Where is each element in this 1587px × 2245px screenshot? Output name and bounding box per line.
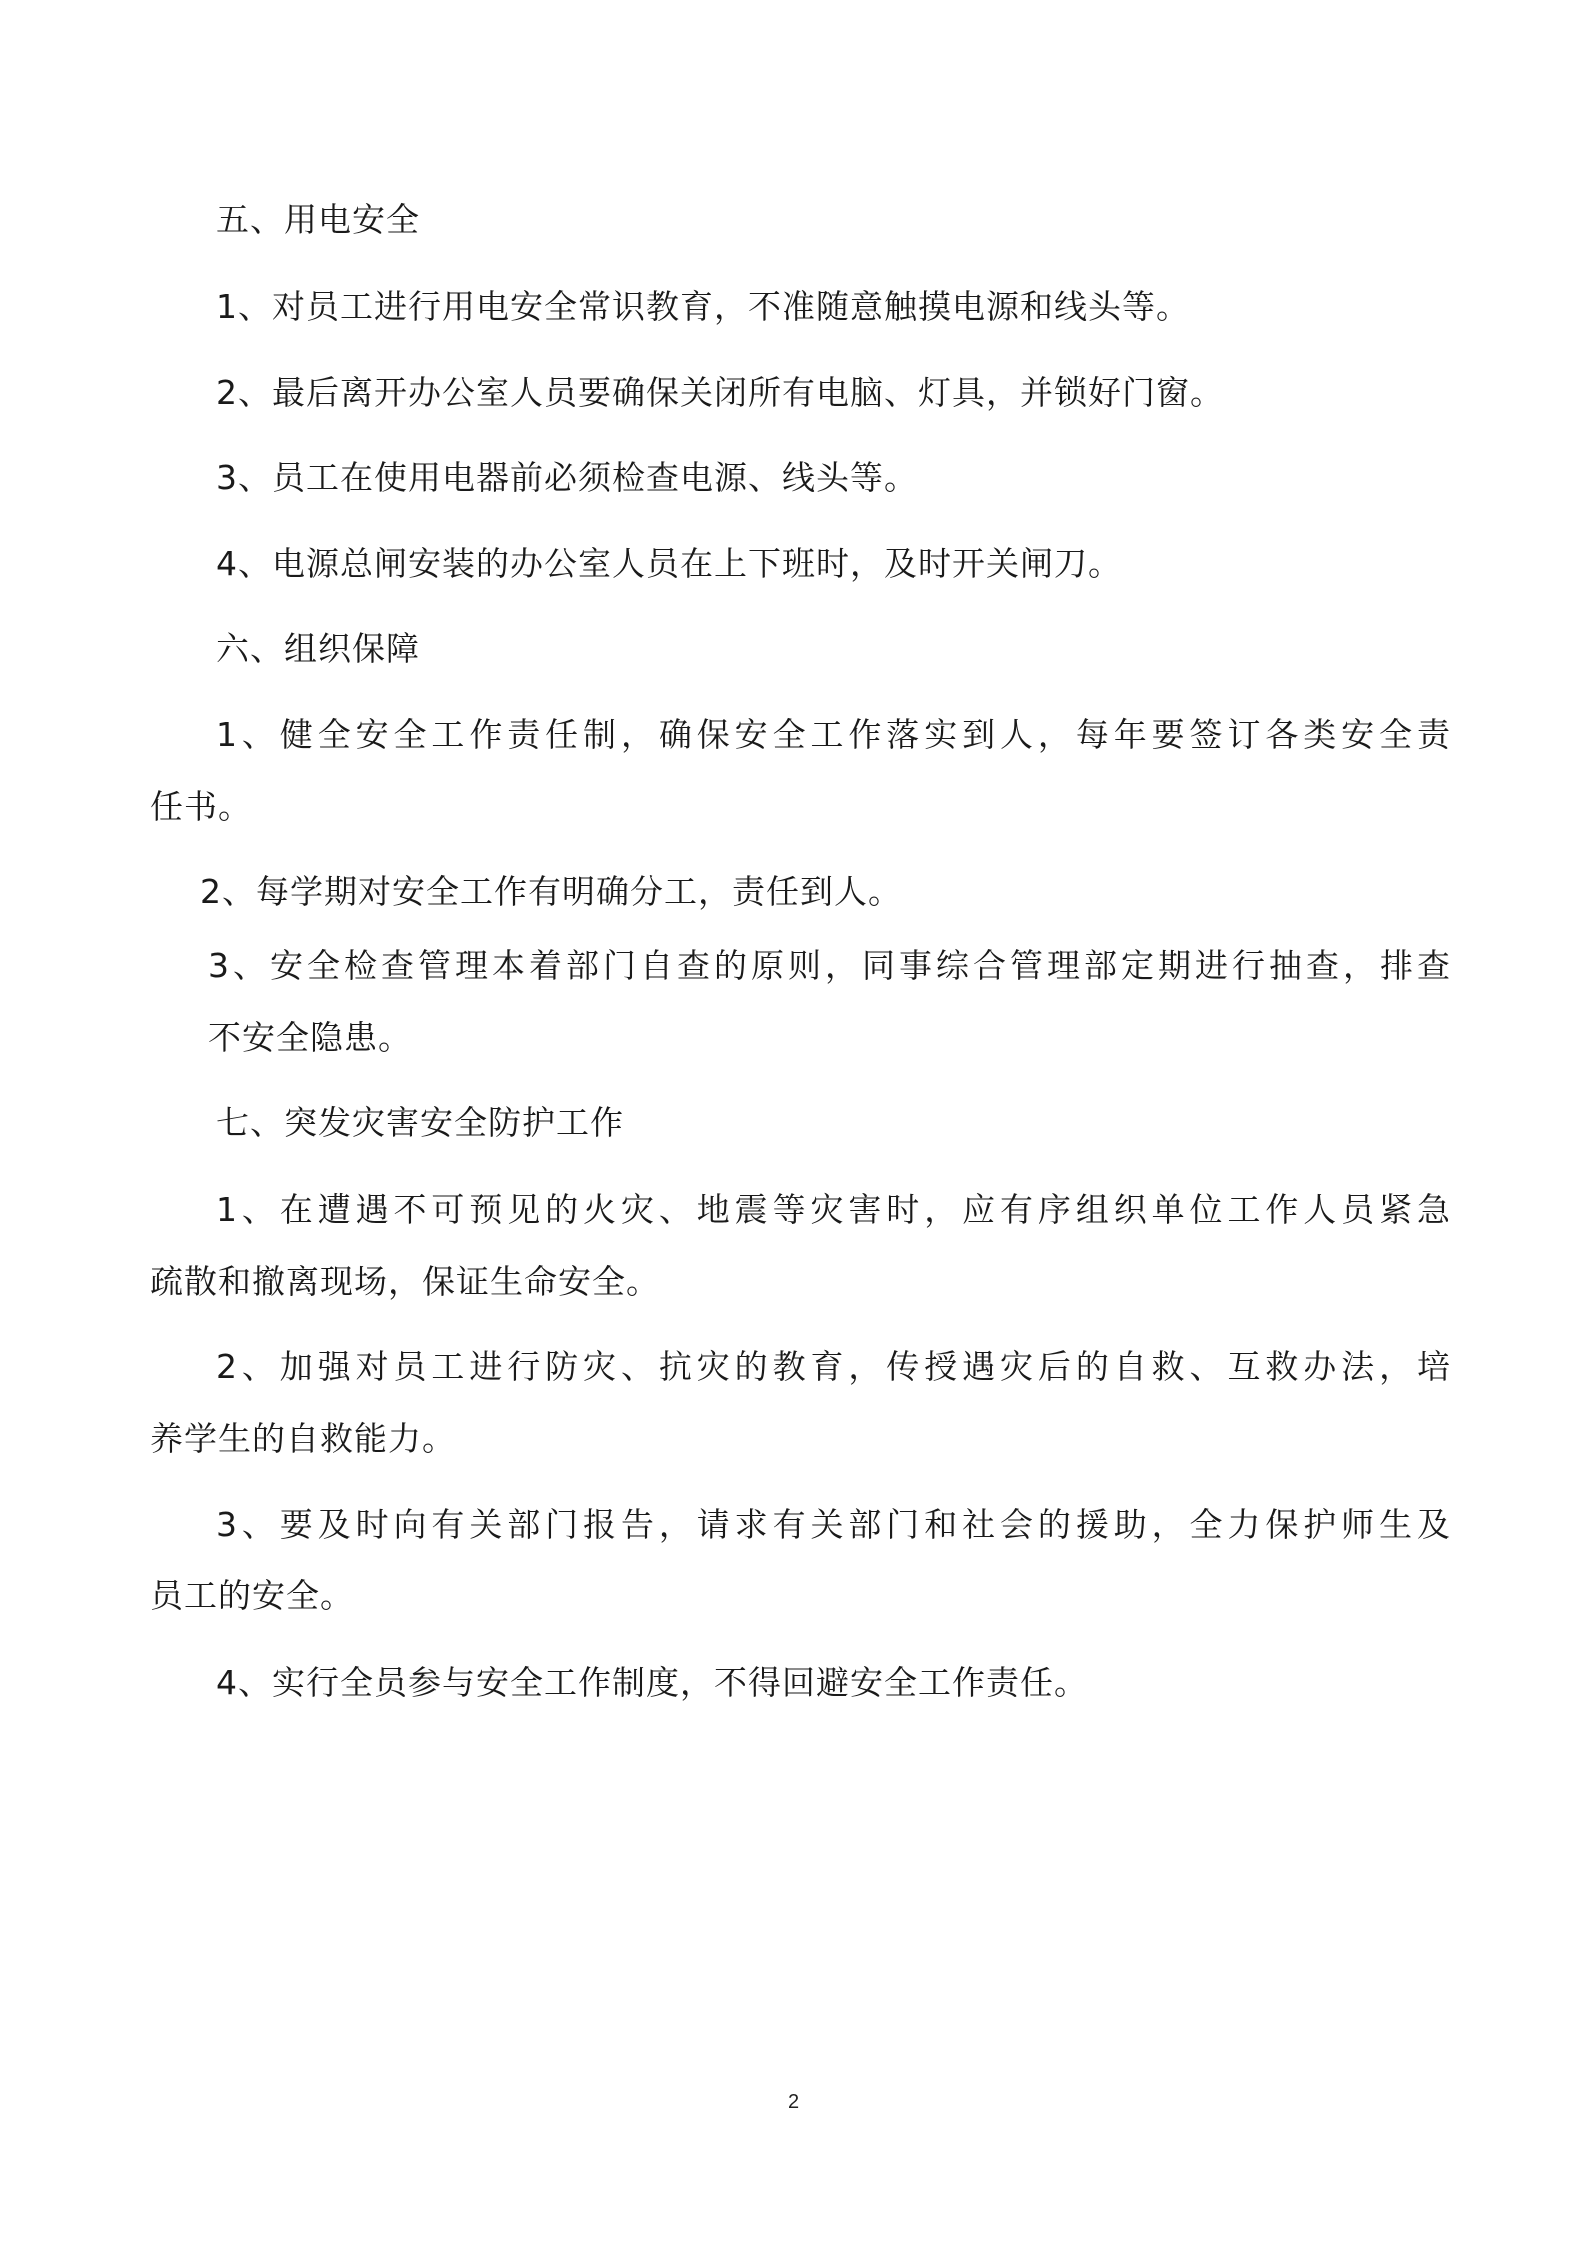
list-item: 1、对员工进行用电安全常识教育，不准随意触摸电源和线头等。 <box>216 287 1190 326</box>
list-item-continuation: 不安全隐患。 <box>208 1018 412 1057</box>
list-item-continuation: 员工的安全。 <box>150 1576 354 1615</box>
list-item: 1、在遭遇不可预见的火灾、地震等灾害时，应有序组织单位工作人员紧急 <box>216 1190 1450 1229</box>
page-number: 2 <box>787 2091 800 2113</box>
list-item-continuation: 任书。 <box>150 787 252 826</box>
list-item: 2、加强对员工进行防灾、抗灾的教育，传授遇灾后的自救、互救办法，培 <box>216 1347 1450 1386</box>
list-item: 1、健全安全工作责任制，确保安全工作落实到人，每年要签订各类安全责 <box>216 715 1450 754</box>
section-heading: 六、组织保障 <box>216 629 420 668</box>
list-item-continuation: 疏散和撤离现场，保证生命安全。 <box>150 1262 660 1301</box>
section-heading: 七、突发灾害安全防护工作 <box>216 1103 624 1142</box>
section-heading: 五、用电安全 <box>216 200 420 239</box>
list-item: 3、员工在使用电器前必须检查电源、线头等。 <box>216 458 918 497</box>
list-item-continuation: 养学生的自救能力。 <box>150 1419 456 1458</box>
list-item: 4、电源总闸安装的办公室人员在上下班时，及时开关闸刀。 <box>216 544 1122 583</box>
list-item: 3、要及时向有关部门报告，请求有关部门和社会的援助，全力保护师生及 <box>216 1505 1450 1544</box>
list-item: 2、每学期对安全工作有明确分工，责任到人。 <box>200 872 902 911</box>
list-item: 2、最后离开办公室人员要确保关闭所有电脑、灯具，并锁好门窗。 <box>216 373 1224 412</box>
list-item: 3、安全检查管理本着部门自查的原则，同事综合管理部定期进行抽查，排查 <box>208 946 1450 985</box>
list-item: 4、实行全员参与安全工作制度，不得回避安全工作责任。 <box>216 1663 1088 1702</box>
